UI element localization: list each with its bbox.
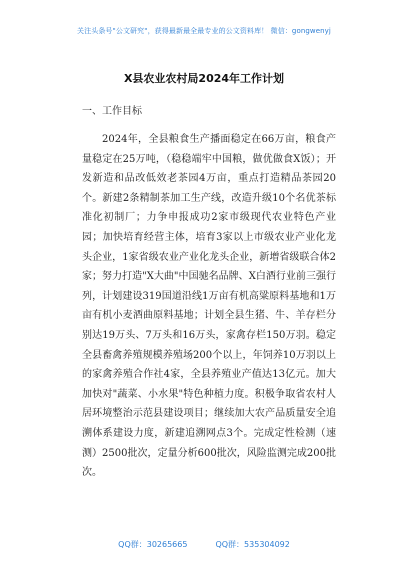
qq-group-2: QQ群：535304092 (215, 540, 290, 549)
footer (0, 539, 408, 550)
body-paragraph: 2024年，全县粮食生产播面稳定在66万亩，粮食产量稳定在25万吨，（稳稳端牢中国粮，做优做食X饭）；开发新造和品改低效老茶园4万亩，重点打造精品茶园20个。新建2条精制茶加工生产线，改造升级10个名优茶标准化初制厂；力争申报成功2家市级现代农业特色产业园；加快培育经营主体，培育3家以上市级农业产业化龙头企业，1家省级农业产业化龙头企业，新增省级联合体2家；努力打造"X大曲"中国驰名品牌、X白酒行业前三强行列，计划建设319国道沿线1万亩有机高粱原料基地和1万亩有机小麦酒曲原料基地；计划全县生猪、牛、羊存栏分别达19万头、7万头和16万头，家禽存栏150万羽。稳定全县畜禽养殖规模养殖场200个以上，年饲养10万羽以上的家禽养殖合作社4家，全县养殖业产值达13亿元。加大加快对"蔬菜、小水果"特色种植力度。积极争取省农村人居环境整治示范县建设项目；继续加大农产品质量安全追溯体系建设力度，新建追溯网点3个。完成定性检测（速测）2500批次，定量分析600批次，风险监测完成200批次。 (82, 134, 336, 479)
promo-header-text: 关注头条号"公文研究"，获得最新最全最专业的公文资料库！ 微信：gongwenyj (77, 27, 331, 35)
body-text (82, 130, 336, 483)
document-title: X县农业农村局2024年工作计划 (123, 72, 285, 85)
section-heading: 一、工作目标 (82, 106, 142, 117)
qq-group-1: QQ群：30265665 (118, 540, 188, 549)
